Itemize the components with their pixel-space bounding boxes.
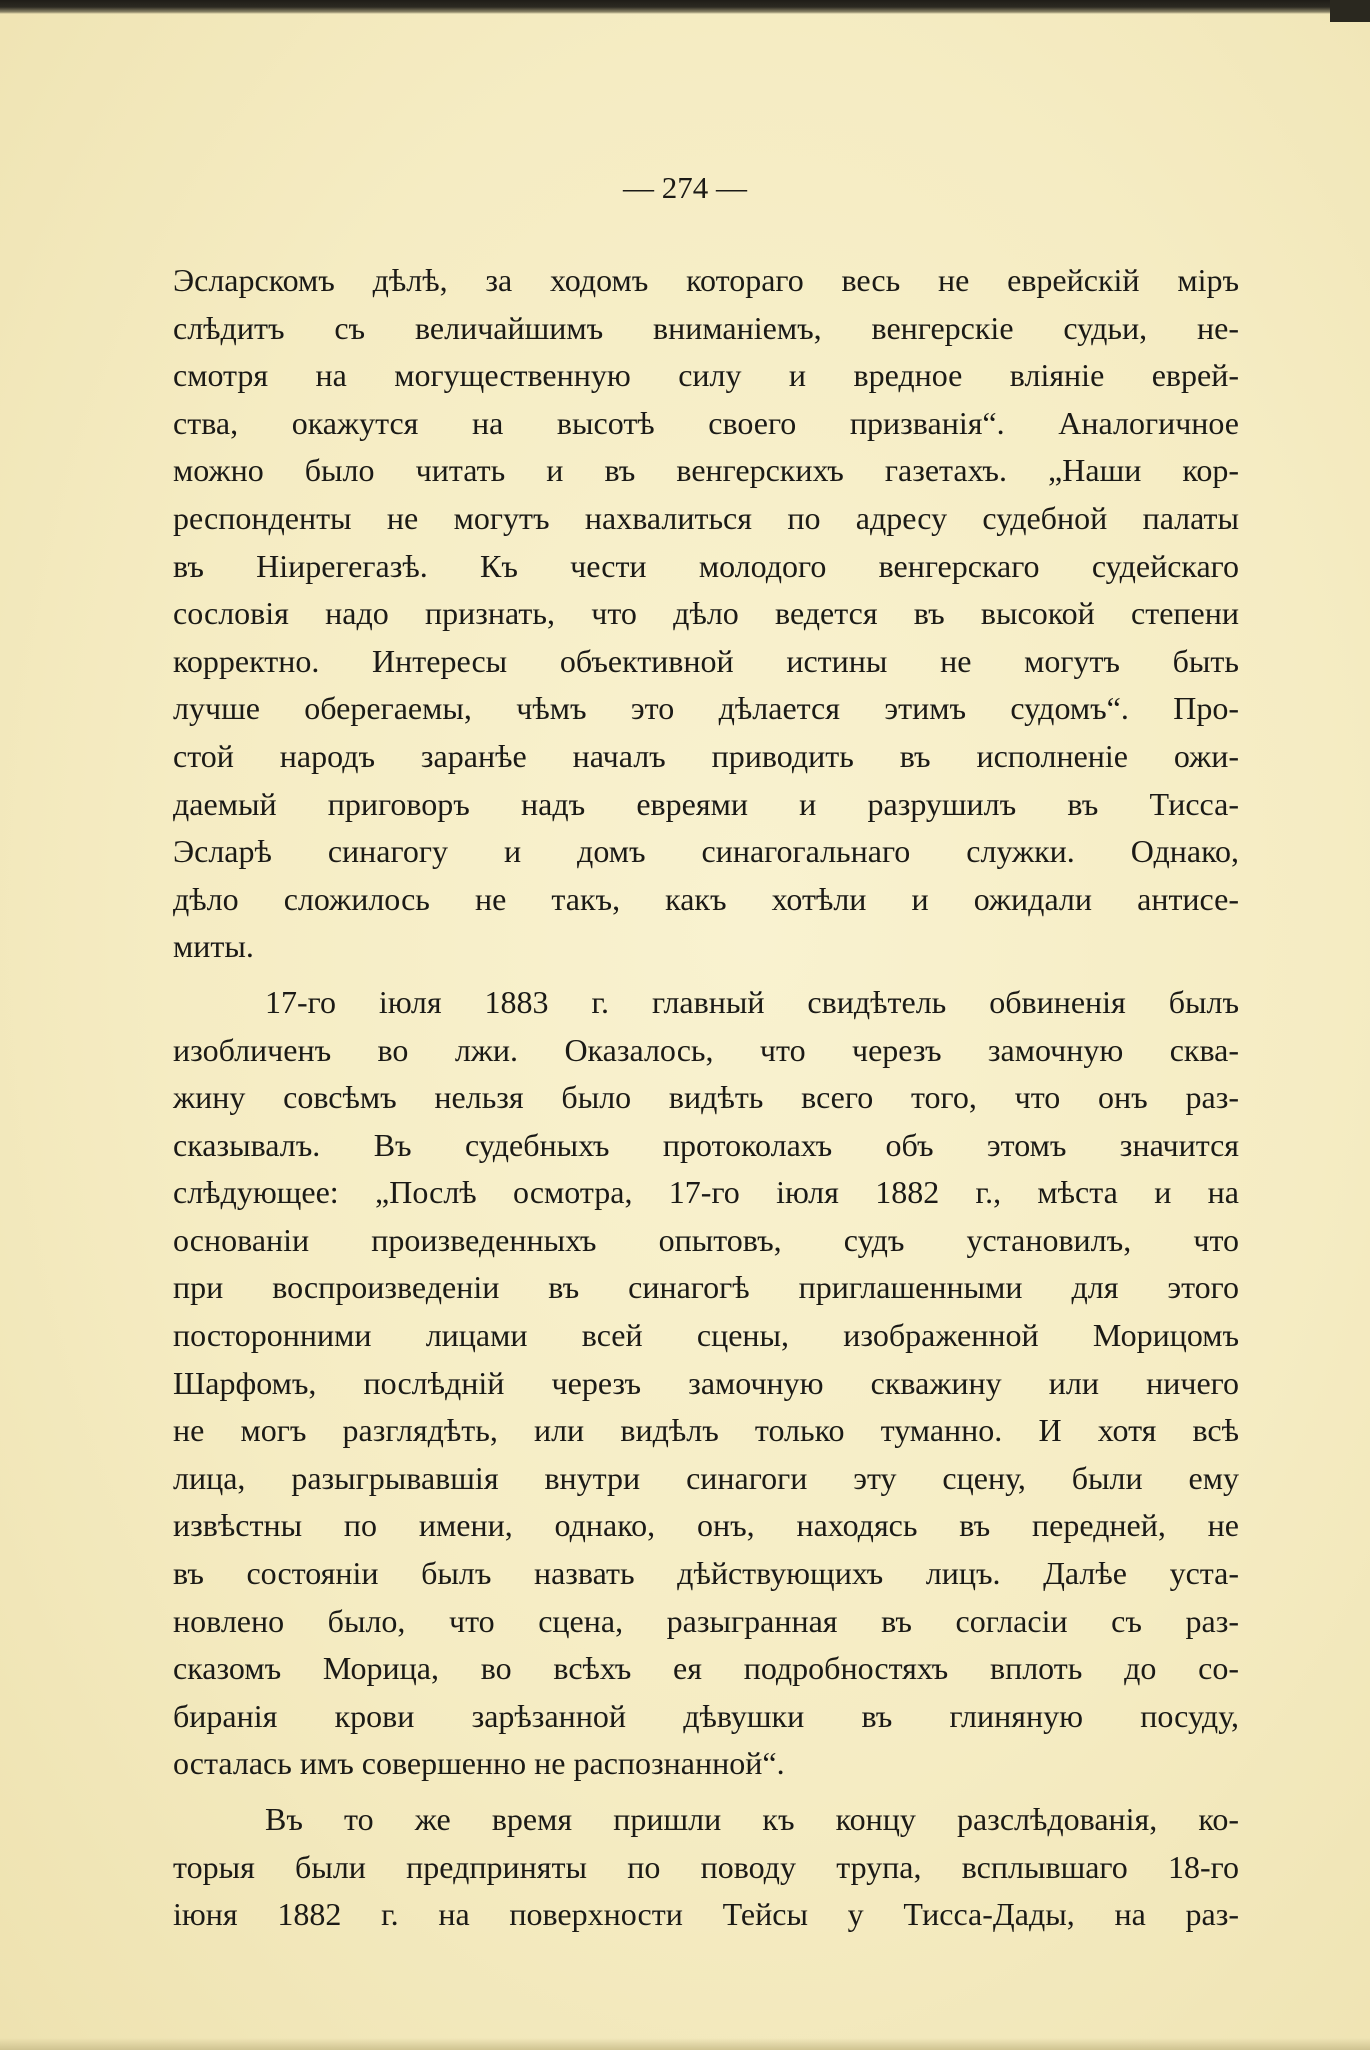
text-line: извѣстны по имени, однако, онъ, находясь въ передней, не: [173, 1507, 1239, 1544]
text-line: Шарфомъ, послѣдній черезъ замочную скважину или ничего: [173, 1364, 1239, 1401]
text-line: сословія надо признать, что дѣло ведется въ высокой степени: [173, 595, 1239, 632]
body-text: [173, 257, 1239, 1939]
text-line: лица, разыгрывавшія внутри синагоги эту сцену, были ему: [173, 1459, 1239, 1496]
text-line: основаніи произведенныхъ опытовъ, судъ установилъ, что: [173, 1221, 1239, 1258]
text-line: можно было читать и въ венгерскихъ газетахъ. „Наши кор-: [173, 452, 1239, 489]
text-line: посторонними лицами всей сцены, изображенной Морицомъ: [173, 1317, 1239, 1354]
paragraph-gap: [173, 1788, 1239, 1796]
text-line: слѣдитъ съ величайшимъ вниманіемъ, венгерскіе судьи, не-: [173, 309, 1239, 346]
paragraph: [173, 1796, 1239, 1939]
text-line: осталась имъ совершенно не распознанной“.: [173, 1745, 785, 1782]
text-line: сказомъ Морица, во всѣхъ ея подробностяхъ вплоть до со-: [173, 1650, 1239, 1687]
text-line: Эсларскомъ дѣлѣ, за ходомъ котораго весь не еврейскій міръ: [173, 262, 1239, 298]
text-line: корректно. Интересы объективной истины не могутъ быть: [173, 642, 1239, 679]
paragraph: [173, 979, 1239, 1788]
text-line: смотря на могущественную силу и вредное вліяніе еврей-: [173, 357, 1239, 394]
text-line: стой народъ заранѣе началъ приводить въ исполненіе ожи-: [173, 737, 1239, 774]
text-line: торыя были предприняты по поводу трупа, всплывшаго 18-го: [173, 1848, 1239, 1885]
top-scan-edge: [0, 0, 1370, 14]
text-line: въ Ніирегегазѣ. Къ чести молодого венгерскаго судейскаго: [173, 547, 1239, 584]
text-line: іюня 1882 г. на поверхности Тейсы у Тисса-Дады, на раз-: [173, 1896, 1239, 1933]
text-line: не могъ разглядѣть, или видѣлъ только туманно. И хотя всѣ: [173, 1412, 1239, 1449]
text-line: изобличенъ во лжи. Оказалось, что черезъ замочную сква-: [173, 1031, 1239, 1068]
text-line: Эсларѣ синагогу и домъ синагогальнаго служки. Однако,: [173, 833, 1239, 870]
text-line: при воспроизведеніи въ синагогѣ приглашенными для этого: [173, 1269, 1239, 1306]
text-line: дѣло сложилось не такъ, какъ хотѣли и ожидали антисе-: [173, 880, 1239, 917]
text-line: Въ то же время пришли къ концу разслѣдованія, ко-: [265, 1801, 1239, 1837]
text-line: новлено было, что сцена, разыгранная въ согласіи съ раз-: [173, 1602, 1239, 1639]
text-line: даемый приговоръ надъ евреями и разрушилъ въ Тисса-: [173, 785, 1239, 822]
paragraph: [173, 257, 1239, 971]
text-line: лучше оберегаемы, чѣмъ это дѣлается этимъ судомъ“. Про-: [173, 690, 1239, 727]
text-line: 17-го іюля 1883 г. главный свидѣтель обвиненія былъ: [265, 983, 1239, 1020]
top-right-scan-corner: [1330, 0, 1370, 22]
page-number: — 274 —: [623, 170, 747, 205]
text-line: респонденты не могутъ нахвалиться по адресу судебной палаты: [173, 499, 1239, 536]
text-line: ства, окажутся на высотѣ своего призванія“. Аналогичное: [173, 404, 1239, 441]
text-line: сказывалъ. Въ судебныхъ протоколахъ объ этомъ значится: [173, 1126, 1239, 1163]
text-line: въ состояніи былъ назвать дѣйствующихъ лицъ. Далѣе уста-: [173, 1555, 1239, 1592]
paragraph-gap: [173, 971, 1239, 979]
text-line: слѣдующее: „Послѣ осмотра, 17-го іюля 1882 г., мѣста и на: [173, 1174, 1239, 1211]
text-line: жину совсѣмъ нельзя было видѣть всего того, что онъ раз-: [173, 1079, 1239, 1116]
text-line: биранія крови зарѣзанной дѣвушки въ глиняную посуду,: [173, 1697, 1239, 1734]
bottom-scan-edge: [0, 2038, 1370, 2050]
text-line: миты.: [173, 928, 254, 965]
